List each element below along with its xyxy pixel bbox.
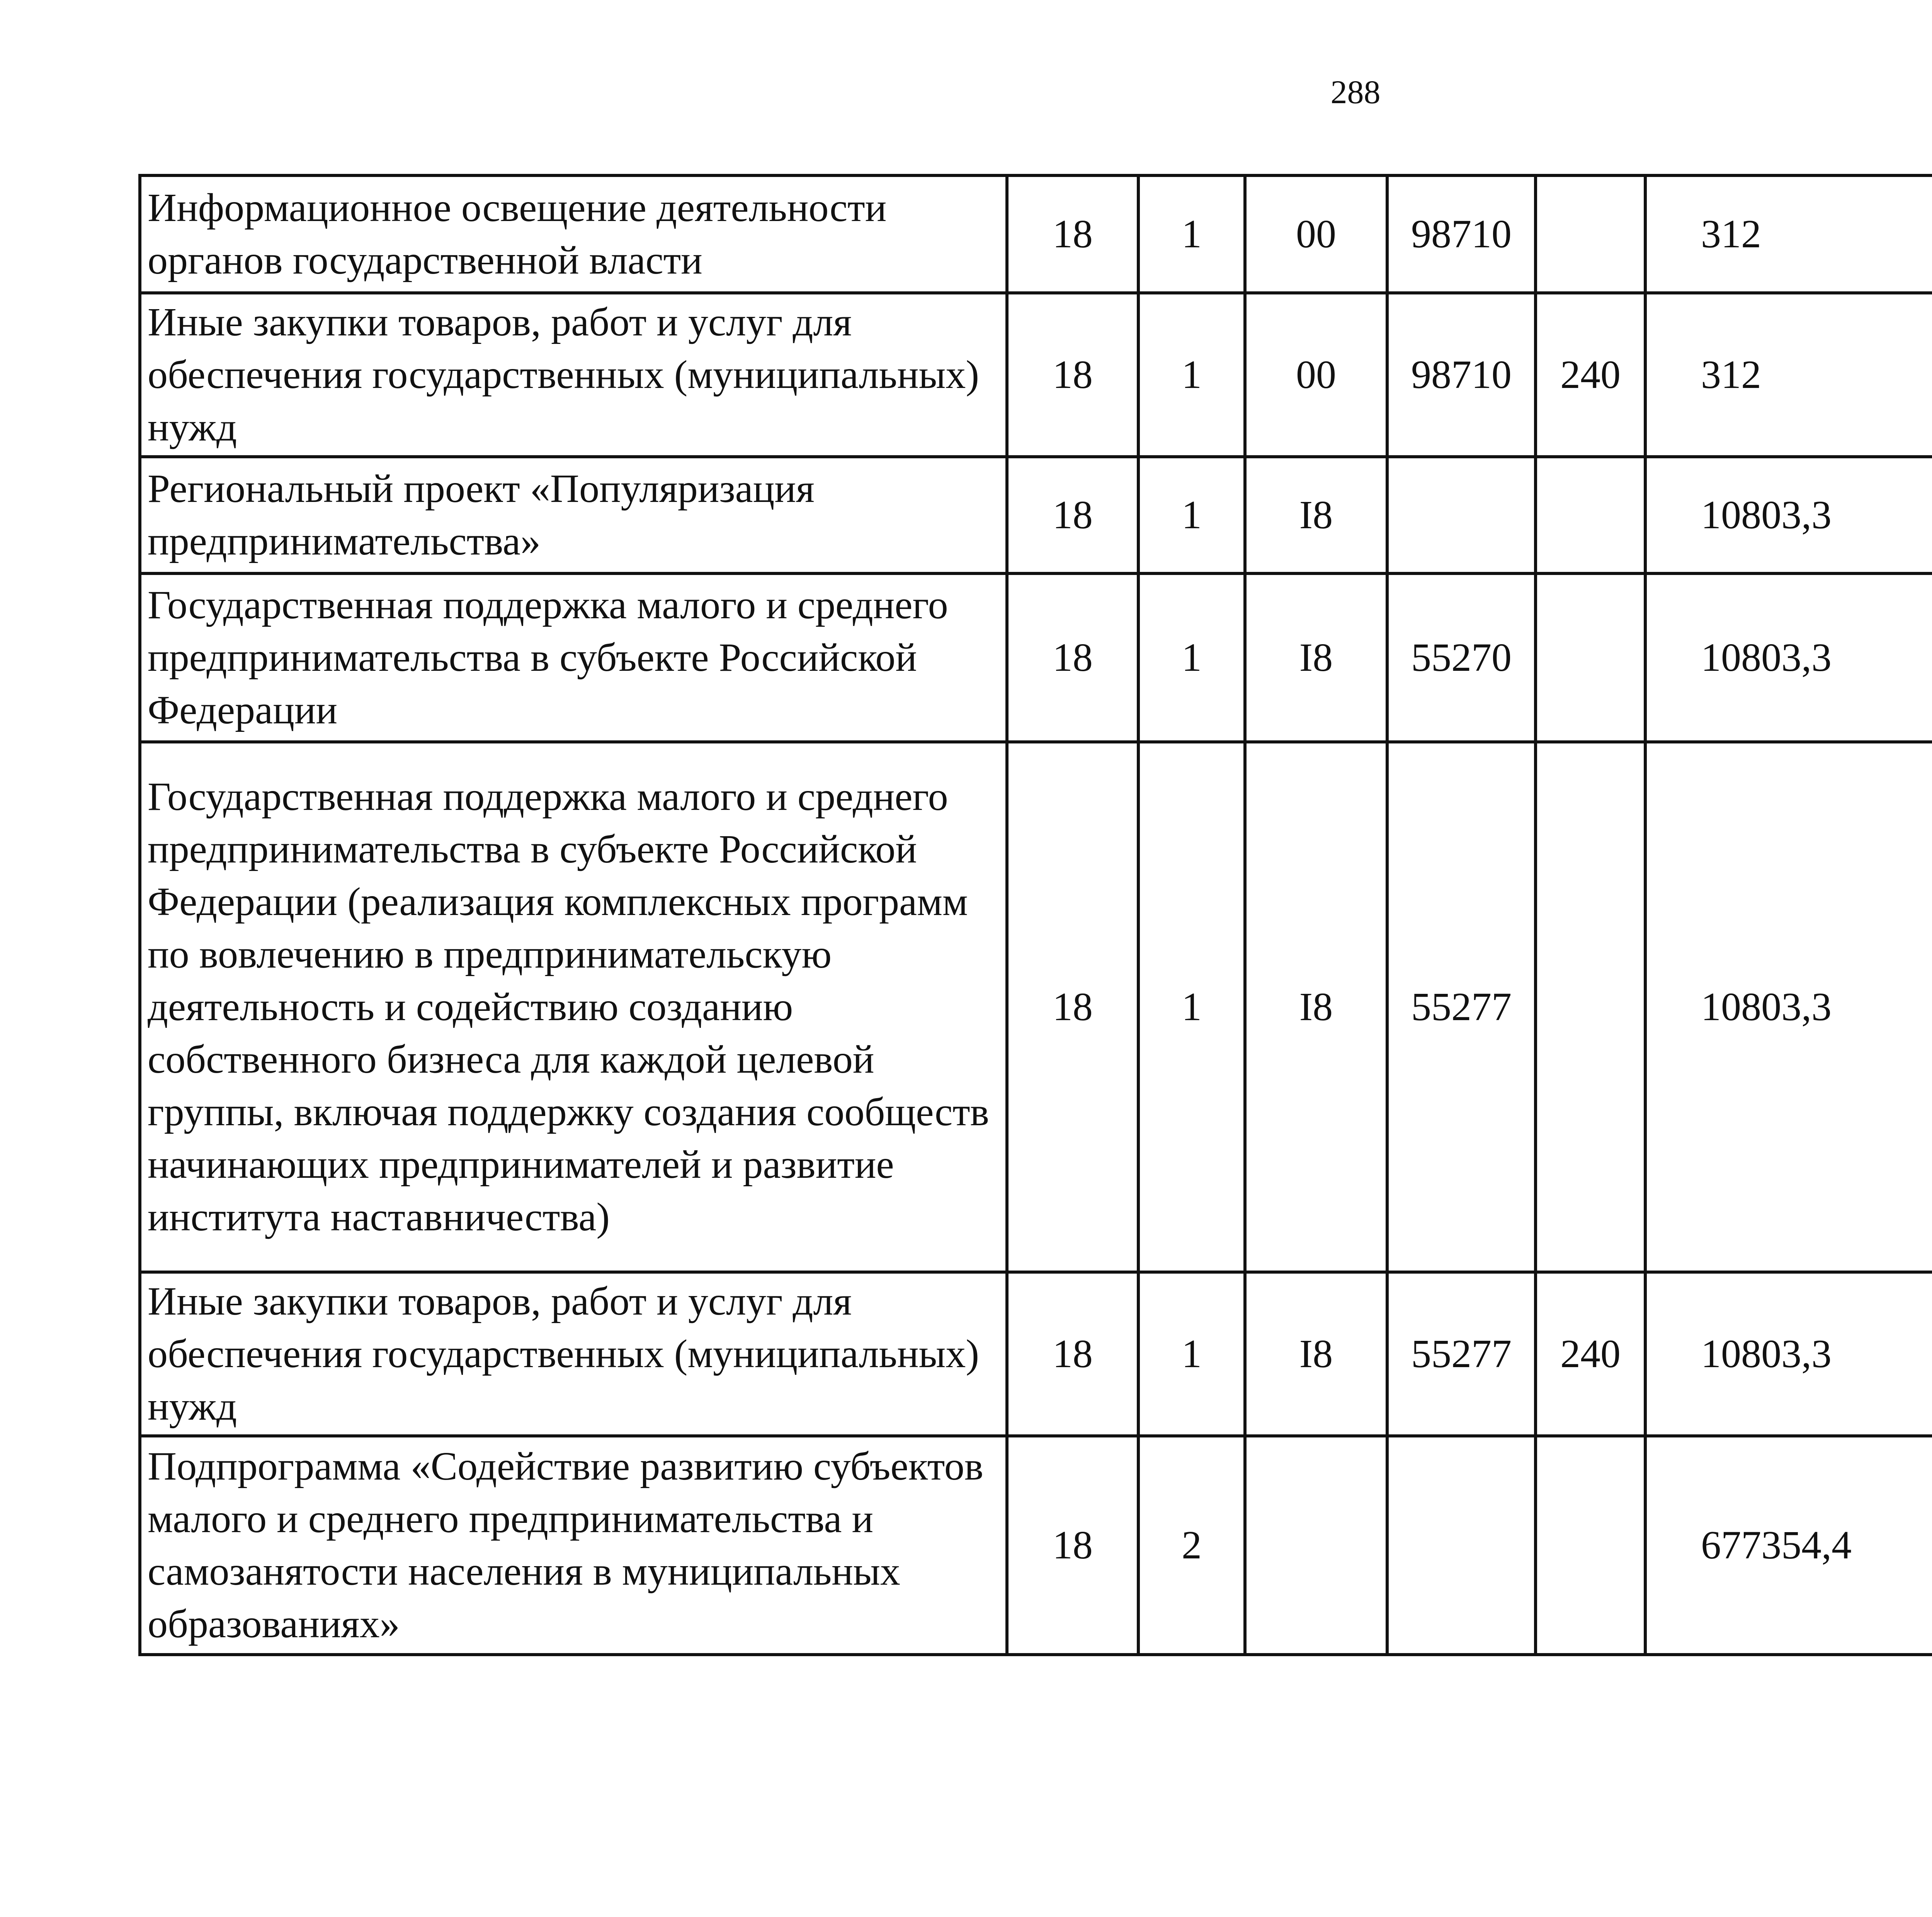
code-grbs: 18 xyxy=(1007,175,1138,293)
code-direction: 55270 xyxy=(1387,573,1536,742)
code-subprogram: 00 xyxy=(1245,293,1387,457)
code-program: 1 xyxy=(1138,742,1245,1272)
amount-year-1: 677354,4 xyxy=(1645,1436,1932,1655)
row-name: Иные закупки товаров, работ и услуг для обеспечения государственных (муниципальных) нужд xyxy=(140,293,1007,457)
code-program: 2 xyxy=(1138,1436,1245,1655)
amount-year-1: 10803,3 xyxy=(1645,1272,1932,1436)
code-direction xyxy=(1387,457,1536,573)
code-grbs: 18 xyxy=(1007,293,1138,457)
code-subprogram: I8 xyxy=(1245,1272,1387,1436)
table-row xyxy=(140,293,1932,457)
table-row xyxy=(140,742,1932,1272)
code-program: 1 xyxy=(1138,293,1245,457)
code-direction: 55277 xyxy=(1387,742,1536,1272)
code-grbs: 18 xyxy=(1007,742,1138,1272)
row-name: Государственная поддержка малого и среднего предпринимательства в субъекте Российской Федерации (реализация комплексных программ по вовлечению в предпринимательскую деятельность и содействию созданию собственного бизнеса для каждой целевой группы, включая поддержку создания сообществ начинающих предпринимателей и развитие института наставничества) xyxy=(140,742,1007,1272)
code-program: 1 xyxy=(1138,1272,1245,1436)
code-grbs: 18 xyxy=(1007,573,1138,742)
page-number: 288 xyxy=(1330,73,1381,111)
budget-table xyxy=(138,174,1932,1656)
code-expense-type xyxy=(1536,175,1645,293)
code-direction xyxy=(1387,1436,1536,1655)
code-direction: 98710 xyxy=(1387,293,1536,457)
code-program: 1 xyxy=(1138,573,1245,742)
code-program: 1 xyxy=(1138,457,1245,573)
code-grbs: 18 xyxy=(1007,1272,1138,1436)
row-name: Информационное освещение деятельности органов государственной власти xyxy=(140,175,1007,293)
table-row xyxy=(140,175,1932,293)
code-subprogram: I8 xyxy=(1245,742,1387,1272)
table-row xyxy=(140,1272,1932,1436)
code-expense-type: 240 xyxy=(1536,1272,1645,1436)
code-subprogram xyxy=(1245,1436,1387,1655)
table-row xyxy=(140,457,1932,573)
row-name: Региональный проект «Популяризация предпринимательства» xyxy=(140,457,1007,573)
amount-year-1: 10803,3 xyxy=(1645,573,1932,742)
table-row xyxy=(140,1436,1932,1655)
code-expense-type xyxy=(1536,573,1645,742)
code-subprogram: I8 xyxy=(1245,573,1387,742)
code-grbs: 18 xyxy=(1007,457,1138,573)
code-expense-type: 240 xyxy=(1536,293,1645,457)
code-expense-type xyxy=(1536,457,1645,573)
code-program: 1 xyxy=(1138,175,1245,293)
row-name: Подпрограмма «Содействие развитию субъектов малого и среднего предпринимательства и самозанятости населения в муниципальных образованиях» xyxy=(140,1436,1007,1655)
row-name: Иные закупки товаров, работ и услуг для обеспечения государственных (муниципальных) нужд xyxy=(140,1272,1007,1436)
amount-year-1: 10803,3 xyxy=(1645,742,1932,1272)
code-grbs: 18 xyxy=(1007,1436,1138,1655)
code-subprogram: 00 xyxy=(1245,175,1387,293)
amount-year-1: 312 xyxy=(1645,175,1932,293)
code-expense-type xyxy=(1536,1436,1645,1655)
code-direction: 98710 xyxy=(1387,175,1536,293)
row-name: Государственная поддержка малого и среднего предпринимательства в субъекте Российской Федерации xyxy=(140,573,1007,742)
code-direction: 55277 xyxy=(1387,1272,1536,1436)
code-subprogram: I8 xyxy=(1245,457,1387,573)
code-expense-type xyxy=(1536,742,1645,1272)
table-row xyxy=(140,573,1932,742)
amount-year-1: 312 xyxy=(1645,293,1932,457)
amount-year-1: 10803,3 xyxy=(1645,457,1932,573)
